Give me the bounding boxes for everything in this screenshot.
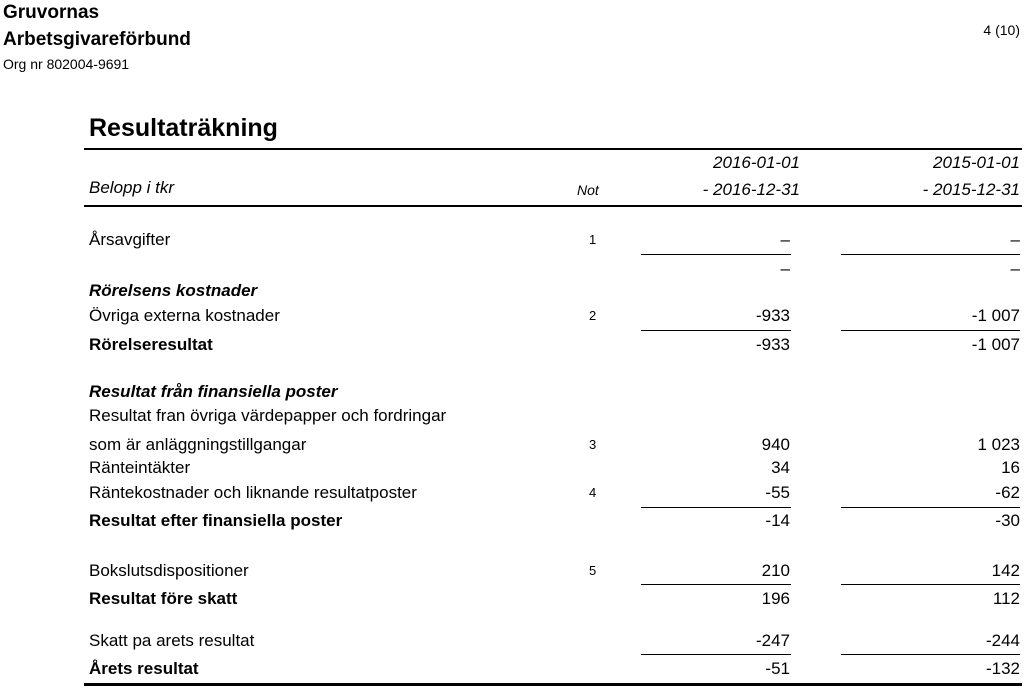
org-number: Org nr 802004-9691 (3, 56, 130, 72)
section-heading: Resultat från finansiella poster (89, 382, 338, 401)
row-label: Resultat fran övriga värdepapper och fordringar (89, 406, 447, 425)
row-skatt (0, 630, 1024, 652)
header-rule (84, 205, 1022, 207)
row-note: 3 (589, 437, 597, 452)
row-value-2015: 142 (991, 561, 1020, 580)
row-label: Räntekostnader och liknande resultatposter (89, 483, 417, 502)
subtotal-rule (641, 584, 791, 585)
row-label: som är anläggningstillgangar (89, 435, 307, 454)
row-note: 1 (589, 232, 597, 247)
row-anlaggningstillgangar (0, 434, 1024, 456)
subtotal-rule (841, 330, 1020, 331)
row-sum-income (0, 258, 1024, 280)
row-value-2015: 16 (1001, 458, 1020, 477)
row-label: Bokslutsdispositioner (89, 561, 249, 580)
row-value-2016: 940 (761, 435, 790, 454)
row-value-2016: 196 (761, 589, 790, 608)
row-arets-resultat (0, 658, 1024, 680)
row-value-2016: – (780, 230, 790, 249)
row-section-finansiella-poster (0, 381, 1024, 403)
org-name-line2: Arbetsgivareförbund (3, 29, 191, 50)
subtotal-rule (641, 330, 791, 331)
row-value-2016: -14 (765, 511, 790, 530)
page-title: Resultaträkning (89, 114, 278, 142)
column-header-period2-start: 2015-01-01 (933, 153, 1020, 172)
org-name-line1: Gruvornas (3, 2, 100, 23)
row-value-2016: 210 (761, 561, 790, 580)
row-value-2015: -1 007 (971, 306, 1020, 325)
row-value-2016: -247 (755, 631, 790, 650)
subtotal-rule (841, 654, 1020, 655)
column-header-period1-end: - 2016-12-31 (702, 180, 800, 199)
title-rule (84, 148, 1022, 150)
row-bokslutsdispositioner (0, 560, 1024, 582)
row-value-2016: 34 (771, 458, 790, 477)
section-heading: Rörelsens kostnader (89, 281, 258, 300)
row-label: Skatt pa arets resultat (89, 631, 255, 650)
row-note: 4 (589, 485, 597, 500)
row-value-2015: – (1010, 259, 1020, 278)
subtotal-rule (841, 254, 1020, 255)
row-resultat-fore-skatt (0, 588, 1024, 610)
subtotal-rule (841, 507, 1020, 508)
row-resultat-efter-finansiella-poster (0, 510, 1024, 532)
page-number: 4 (10) (983, 22, 1020, 38)
row-label: Resultat före skatt (89, 589, 238, 608)
column-header-label: Belopp i tkr (89, 178, 175, 197)
row-value-2015: – (1010, 230, 1020, 249)
row-note: 2 (589, 308, 597, 323)
row-section-rorelsens-kostnader (0, 280, 1024, 302)
row-rorelseresultat (0, 334, 1024, 356)
column-header-note: Not (577, 182, 599, 198)
row-value-2015: -62 (995, 483, 1020, 502)
row-value-2015: -1 007 (971, 335, 1020, 354)
row-label: Ränteintäkter (89, 458, 191, 477)
row-value-2016: -933 (755, 335, 790, 354)
subtotal-rule (841, 584, 1020, 585)
bottom-rule (84, 683, 1022, 686)
row-rantekostnader (0, 482, 1024, 504)
row-ranteintakter (0, 457, 1024, 479)
row-value-2015: -244 (985, 631, 1020, 650)
row-note: 5 (589, 563, 597, 578)
subtotal-rule (641, 654, 791, 655)
row-value-2015: 1 023 (977, 435, 1020, 454)
row-value-2015: -132 (985, 659, 1020, 678)
row-value-2015: -30 (995, 511, 1020, 530)
row-arsavgifter (0, 229, 1024, 251)
row-value-2015: 112 (992, 589, 1020, 608)
row-resultat-ovriga-vardepapper (0, 405, 1024, 427)
row-label: Rörelseresultat (89, 335, 213, 354)
row-label: Årsavgifter (89, 230, 171, 249)
row-label: Årets resultat (89, 659, 199, 678)
subtotal-rule (641, 507, 791, 508)
column-header-period2-end: - 2015-12-31 (922, 180, 1020, 199)
row-value-2016: -51 (765, 659, 790, 678)
subtotal-rule (641, 254, 791, 255)
column-header-period1-start: 2016-01-01 (713, 153, 800, 172)
row-value-2016: – (780, 259, 790, 278)
row-ovriga-externa-kostnader (0, 305, 1024, 327)
row-label: Övriga externa kostnader (89, 306, 280, 325)
row-value-2016: -55 (765, 483, 790, 502)
row-value-2016: -933 (755, 306, 790, 325)
row-label: Resultat efter finansiella poster (89, 511, 343, 530)
